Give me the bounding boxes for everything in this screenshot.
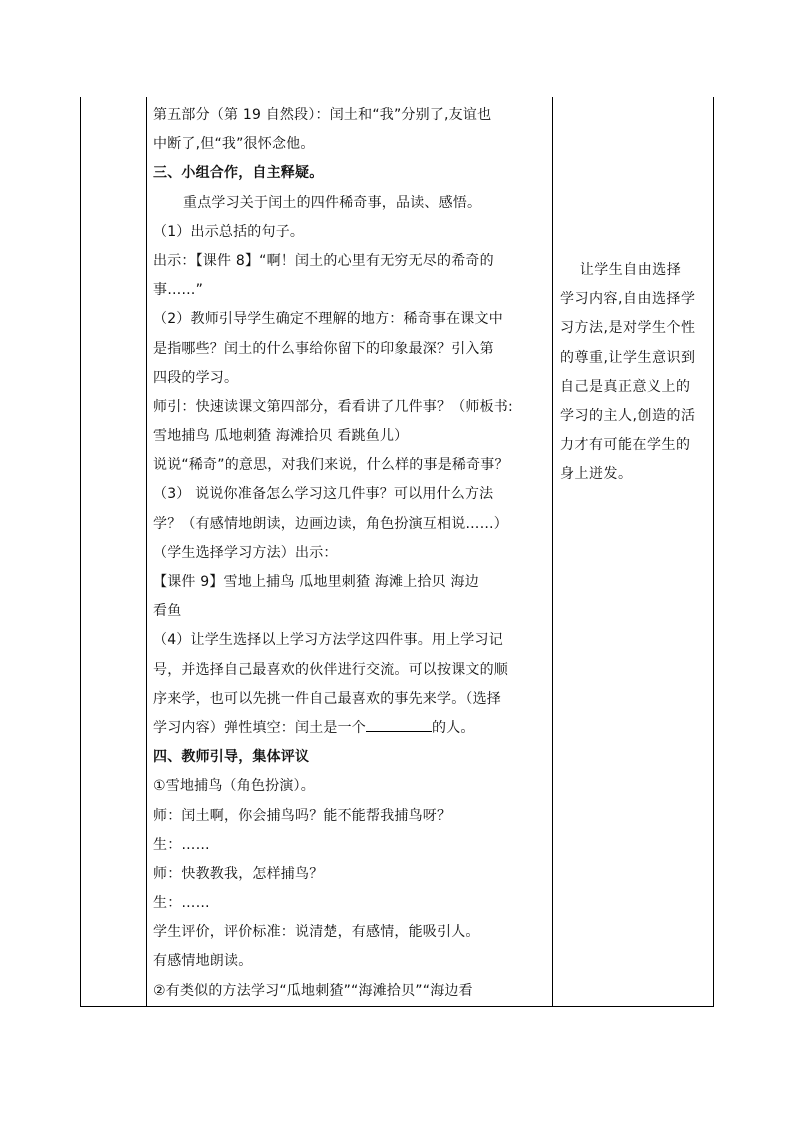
text-line: （3） 说说你准备怎么学习这几件事？可以用什么方法: [153, 486, 494, 503]
text-line: 师：快教教我，怎样捕鸟？: [153, 865, 324, 882]
note-line: 的尊重,让学生意识到: [560, 349, 696, 366]
text-line: 师引：快速读课文第四部分，看看讲了几件事？（师板书:: [153, 398, 513, 415]
text-line: ②有类似的方法学习“瓜地刺猹”“海滩拾贝”“海边看: [153, 982, 473, 999]
fill-prefix: 学习内容）弹性填空：闰土是一个: [153, 719, 366, 736]
table-col-divider-1: [146, 97, 147, 1007]
text-line: 序来学，也可以先挑一件自己最喜欢的事先来学。（选择: [153, 690, 501, 707]
design-note-column: [560, 256, 708, 490]
table-right-border: [713, 97, 714, 1007]
text-line: （学生选择学习方法）出示：: [153, 544, 338, 561]
text-line: 事……”: [153, 282, 204, 299]
text-line: 生：……: [153, 836, 210, 853]
fill-suffix: 的人。: [432, 719, 475, 736]
text-line: 生：……: [153, 895, 210, 912]
text-line: 出示：【课件 8】“啊！闰土的心里有无穷无尽的希奇的: [153, 252, 494, 269]
note-line: 习方法,是对学生个性: [560, 320, 696, 337]
note-line: 自己是真正意义上的: [560, 378, 691, 395]
text-line: 学？（有感情地朗读，边画边读，角色扮演互相说……）: [153, 515, 508, 532]
text-line: 雪地捕鸟 瓜地刺猹 海滩拾贝 看跳鱼儿）: [153, 428, 409, 445]
fill-in-line: [153, 714, 555, 743]
text-line: 第五部分（第 19 自然段）：闰土和“我”分别了,友谊也: [153, 107, 492, 123]
lesson-content-column: [153, 101, 555, 1006]
text-line: 重点学习关于闰土的四件稀奇事，品读、感悟。: [183, 194, 482, 211]
text-line: 学生评价，评价标准：说清楚，有感情，能吸引人。: [153, 924, 480, 941]
text-line: 是指哪些？闰土的什么事给你留下的印象最深？引入第: [153, 340, 494, 357]
note-line: 学习的主人,创造的活: [560, 407, 696, 424]
text-line: 师：闰土啊，你会捕鸟吗？能不能帮我捕鸟呀？: [153, 807, 452, 824]
fill-blank[interactable]: [366, 717, 432, 732]
text-line: ①雪地捕鸟（角色扮演）。: [153, 778, 315, 795]
text-line: 号，并选择自己最喜欢的伙伴进行交流。可以按课文的顺: [153, 661, 508, 678]
text-line: 说说“稀奇”的意思，对我们来说，什么样的事是稀奇事？: [153, 457, 509, 474]
text-line: 看鱼: [153, 603, 182, 620]
text-line: 有感情地朗读。: [153, 953, 253, 970]
text-line: （1）出示总括的句子。: [153, 223, 305, 240]
text-line: （4）让学生选择以上学习方法学这四件事。用上学习记: [153, 632, 503, 649]
text-line: 【课件 9】雪地上捕鸟 瓜地里刺猹 海滩上拾贝 海边: [153, 574, 479, 590]
text-line: 四段的学习。: [153, 369, 239, 386]
table-left-border: [80, 97, 81, 1007]
note-line: 力才有可能在学生的: [560, 437, 691, 454]
table-bottom-border: [80, 1006, 714, 1007]
note-line: 让学生自由选择: [560, 262, 682, 278]
note-line: 身上迸发。: [560, 466, 633, 483]
text-line: （2）教师引导学生确定不理解的地方：稀奇事在课文中: [153, 311, 503, 328]
text-line: 中断了,但“我”很怀念他。: [153, 136, 315, 153]
section-heading: 四、教师引导，集体评议: [153, 749, 310, 766]
note-line: 学习内容,自由选择学: [560, 291, 696, 308]
section-heading: 三、小组合作，自主释疑。: [153, 165, 324, 182]
